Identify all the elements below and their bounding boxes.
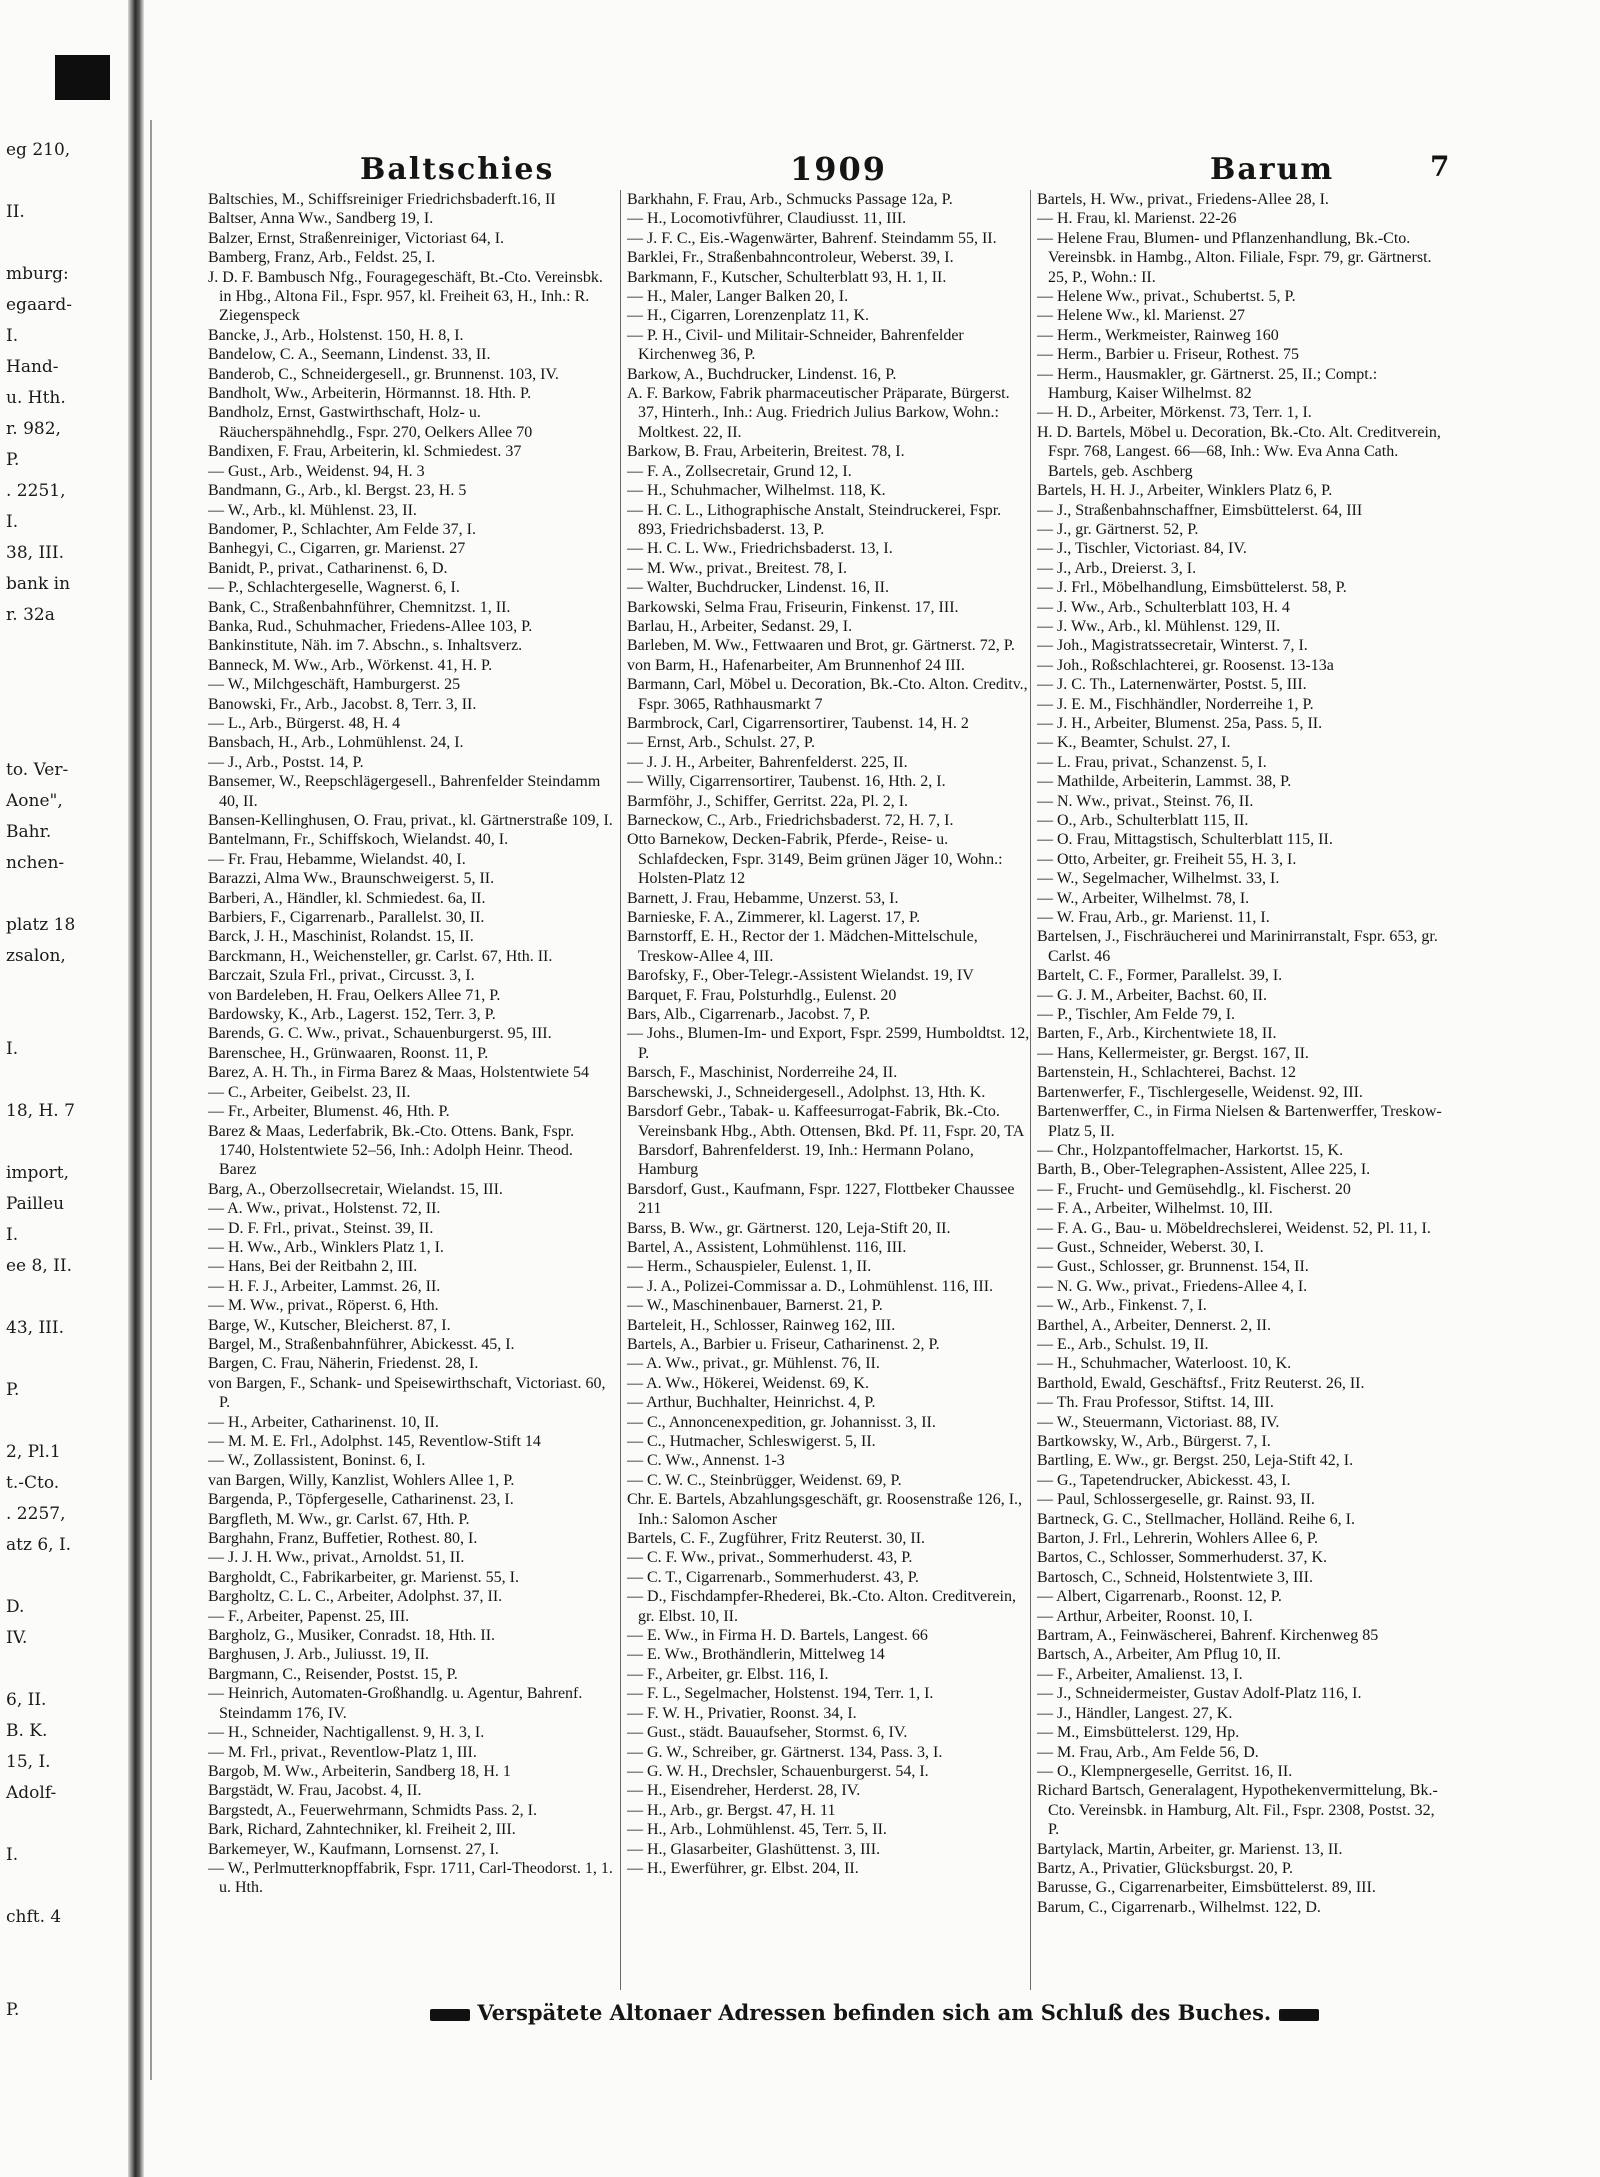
previous-page-fragment: 2, Pl.1 bbox=[6, 1442, 61, 1462]
directory-entry: Bark, Richard, Zahntechniker, kl. Freiheit 2, III. bbox=[208, 1821, 516, 1839]
directory-entry: Barusse, G., Cigarrenarbeiter, Eimsbüttelerst. 89, III. bbox=[1037, 1879, 1376, 1897]
directory-entry: Barkmann, F., Kutscher, Schulterblatt 93, H. 1, II. bbox=[627, 268, 947, 286]
directory-entry: Bartos, C., Schlosser, Sommerhuderst. 37, K. bbox=[1037, 1549, 1328, 1567]
directory-entry: — F. A. G., Bau- u. Möbeldrechslerei, Weidenst. 52, Pl. 11, I. bbox=[1037, 1219, 1431, 1237]
directory-entry: Barklei, Fr., Straßenbahncontroleur, Weberst. 39, I. bbox=[627, 249, 954, 267]
directory-entry: Barkemeyer, W., Kaufmann, Lornsenst. 27, I. bbox=[208, 1840, 499, 1858]
directory-entry: — J. Ww., Arb., kl. Mühlenst. 129, II. bbox=[1037, 617, 1281, 635]
directory-entry: — F., Arbeiter, Amalienst. 13, I. bbox=[1037, 1665, 1243, 1683]
directory-entry: — H. F. J., Arbeiter, Lammst. 26, II. bbox=[208, 1277, 441, 1295]
directory-entry: Barmbrock, Carl, Cigarrensortirer, Taubenst. 14, H. 2 bbox=[627, 714, 969, 732]
directory-entry: — W. Frau, Arb., gr. Marienst. 11, I. bbox=[1037, 909, 1270, 927]
directory-entry: — Arthur, Buchhalter, Heinrichst. 4, P. bbox=[627, 1394, 876, 1412]
directory-entry: Bartling, E. Ww., gr. Bergst. 250, Leja-Stift 42, I. bbox=[1037, 1452, 1354, 1470]
directory-entry: Banka, Rud., Schuhmacher, Friedens-Allee 103, P. bbox=[208, 617, 533, 635]
directory-entry: — Willy, Cigarrensortirer, Taubenst. 16, Hth. 2, I. bbox=[627, 773, 946, 791]
directory-entry: Bandholt, Ww., Arbeiterin, Hörmannst. 18. Hth. P. bbox=[208, 385, 532, 403]
directory-entry: Barkow, B. Frau, Arbeiterin, Breitest. 78, I. bbox=[627, 443, 905, 461]
directory-entry: — K., Beamter, Schulst. 27, I. bbox=[1037, 734, 1231, 752]
directory-entry: Bargholdt, C., Fabrikarbeiter, gr. Marienst. 55, I. bbox=[208, 1568, 520, 1586]
directory-entry: Barghusen, J. Arb., Juliusst. 19, II. bbox=[208, 1646, 430, 1664]
directory-entry: A. F. Barkow, Fabrik pharmaceutischer Präparate, Bürgerst. 37, Hinterh., Inh.: Aug. Friedrich Julius Barkow, Wohn.: Moltkest. 22, II. bbox=[627, 385, 1010, 441]
directory-entry: — Gust., Schneider, Weberst. 30, I. bbox=[1037, 1238, 1264, 1256]
scan-black-bar bbox=[55, 55, 110, 100]
directory-entry: Bargob, M. Ww., Arbeiterin, Sandberg 18, H. 1 bbox=[208, 1762, 511, 1780]
directory-entry: Bartels, H. H. J., Arbeiter, Winklers Platz 6, P. bbox=[1037, 482, 1333, 500]
directory-entry: — Fr., Arbeiter, Blumenst. 46, Hth. P. bbox=[208, 1103, 450, 1121]
directory-entry: — F. W. H., Privatier, Roonst. 34, I. bbox=[627, 1704, 857, 1722]
directory-entry: — F., Frucht- und Gemüsehdlg., kl. Fischerst. 20 bbox=[1037, 1180, 1351, 1198]
previous-page-fragment: I. bbox=[6, 326, 19, 346]
previous-page-fragment: B. K. bbox=[6, 1721, 48, 1741]
directory-entry: von Bargen, F., Schank- und Speisewirthschaft, Victoriast. 60, P. bbox=[208, 1374, 606, 1412]
page-number: 7 bbox=[1430, 150, 1450, 183]
directory-entry: Banowski, Fr., Arb., Jacobst. 8, Terr. 3, II. bbox=[208, 695, 477, 713]
previous-page-fragment: 15, I. bbox=[6, 1752, 51, 1772]
directory-entry: — Heinrich, Automaten-Großhandlg. u. Agentur, Bahrenf. Steindamm 176, IV. bbox=[208, 1685, 583, 1722]
directory-entry: Barazzi, Alma Ww., Braunschweigerst. 5, II. bbox=[208, 870, 495, 888]
directory-entry: Bamberg, Franz, Arb., Feldst. 25, I. bbox=[208, 249, 436, 267]
directory-entry: — J. H., Arbeiter, Blumenst. 25a, Pass. 5, II. bbox=[1037, 714, 1323, 732]
directory-entry: — L., Arb., Bürgerst. 48, H. 4 bbox=[208, 714, 401, 732]
directory-entry: Barthel, A., Arbeiter, Dennerst. 2, II. bbox=[1037, 1316, 1271, 1334]
directory-entry: — J. J. H., Arbeiter, Bahrenfelderst. 225, II. bbox=[627, 753, 908, 771]
directory-entry: — G. J. M., Arbeiter, Bachst. 60, II. bbox=[1037, 986, 1267, 1004]
directory-entry: Bartenstein, H., Schlachterei, Bachst. 12 bbox=[1037, 1064, 1297, 1082]
directory-entry: — A. Ww., privat., gr. Mühlenst. 76, II. bbox=[627, 1355, 880, 1373]
directory-entry: Barczait, Szula Frl., privat., Circusst. 3, I. bbox=[208, 967, 475, 985]
directory-entry: — F. L., Segelmacher, Holstenst. 194, Terr. 1, I. bbox=[627, 1685, 934, 1703]
directory-entry: — M. Frau, Arb., Am Felde 56, D. bbox=[1037, 1743, 1259, 1761]
directory-entry: — J., Händler, Langest. 27, K. bbox=[1037, 1704, 1233, 1722]
directory-entry: — P. H., Civil- und Militair-Schneider, Bahrenfelder Kirchenweg 36, P. bbox=[627, 326, 964, 364]
header-year: 1909 bbox=[790, 150, 888, 188]
directory-entry: Baltschies, M., Schiffsreiniger Friedrichsbaderft.16, II bbox=[208, 191, 556, 208]
directory-entry: Bandholz, Ernst, Gastwirthschaft, Holz- u. Räucherspähnehdlg., Fspr. 270, Oelkers Allee 70 bbox=[208, 404, 533, 441]
directory-entry: Barckmann, H., Weichensteller, gr. Carlst. 67, Hth. II. bbox=[208, 947, 553, 965]
directory-entry: Barton, J. Frl., Lehrerin, Wohlers Allee 6, P. bbox=[1037, 1530, 1319, 1548]
directory-entry: — M. Frl., privat., Reventlow-Platz 1, III. bbox=[208, 1743, 477, 1761]
directory-entry: — J., Arb., Dreierst. 3, I. bbox=[1037, 559, 1197, 577]
directory-entry: Barnieske, F. A., Zimmerer, kl. Lagerst. 17, P. bbox=[627, 909, 921, 927]
previous-page-fragment: nchen- bbox=[6, 853, 65, 873]
directory-entry: — J., gr. Gärtnerst. 52, P. bbox=[1037, 520, 1199, 538]
directory-entry: — C. W. C., Steinbrügger, Weidenst. 69, P. bbox=[627, 1471, 902, 1489]
directory-entry: Bansemer, W., Reepschlägergesell., Bahrenfelder Steindamm 40, II. bbox=[208, 773, 601, 810]
directory-entry: Baltser, Anna Ww., Sandberg 19, I. bbox=[208, 210, 434, 228]
directory-entry: Barez & Maas, Lederfabrik, Bk.-Cto. Ottens. Bank, Fspr. 1740, Holstentwiete 52–56, Inh.: Adolph Heinr. Theod. Barez bbox=[208, 1122, 575, 1179]
directory-entry: Barlau, H., Arbeiter, Sedanst. 29, I. bbox=[627, 617, 853, 635]
previous-page-fragment: 38, III. bbox=[6, 543, 64, 563]
directory-entry: — D. F. Frl., privat., Steinst. 39, II. bbox=[208, 1219, 434, 1237]
previous-page-fragment: r. 32a bbox=[6, 605, 55, 625]
directory-entry: — Herm., Barbier u. Friseur, Rothest. 75 bbox=[1037, 346, 1299, 364]
directory-entry: — C., Arbeiter, Geibelst. 23, II. bbox=[208, 1083, 411, 1101]
directory-entry: — H. D., Arbeiter, Mörkenst. 73, Terr. 1, I. bbox=[1037, 404, 1312, 422]
directory-entry: — H., Arb., Lohmühlenst. 45, Terr. 5, II. bbox=[627, 1821, 887, 1839]
directory-entry: — J., Arb., Postst. 14, P. bbox=[208, 753, 364, 771]
previous-page-fragment: r. 982, bbox=[6, 419, 61, 439]
directory-entry: Bartelt, C. F., Former, Parallelst. 39, I. bbox=[1037, 967, 1283, 985]
directory-entry: — M. Ww., privat., Breitest. 78, I. bbox=[627, 559, 847, 577]
directory-entry: — Chr., Holzpantoffelmacher, Harkortst. 15, K. bbox=[1037, 1141, 1344, 1159]
previous-page-fragment: to. Ver- bbox=[6, 760, 69, 780]
directory-entry: Barsch, F., Maschinist, Norderreihe 24, II. bbox=[627, 1064, 898, 1082]
directory-entry: — H., Arbeiter, Catharinenst. 10, II. bbox=[208, 1413, 439, 1431]
directory-entry: Barghahn, Franz, Buffetier, Rothest. 80, I. bbox=[208, 1530, 478, 1548]
directory-entry: — Paul, Schlossergeselle, gr. Rainst. 93, II. bbox=[1037, 1491, 1315, 1509]
directory-entry: Bandelow, C. A., Seemann, Lindenst. 33, II. bbox=[208, 346, 491, 364]
directory-entry: Bartram, A., Feinwäscherei, Bahrenf. Kirchenweg 85 bbox=[1037, 1627, 1379, 1645]
directory-entry: — E. Ww., Brothändlerin, Mittelweg 14 bbox=[627, 1646, 885, 1664]
directory-entry: — Helene Ww., privat., Schubertst. 5, P. bbox=[1037, 288, 1296, 306]
previous-page-fragment: platz 18 bbox=[6, 915, 76, 935]
directory-entry: Barkow, A., Buchdrucker, Lindenst. 16, P. bbox=[627, 365, 897, 383]
previous-page-fragment: eg 210, bbox=[6, 140, 71, 160]
previous-page-fragment: 18, H. 7 bbox=[6, 1101, 75, 1121]
directory-entry: Barez, A. H. Th., in Firma Barez & Maas, Holstentwiete 54 bbox=[208, 1064, 589, 1082]
directory-entry: Barteleit, H., Schlosser, Rainweg 162, III. bbox=[627, 1316, 896, 1334]
directory-entry: — H. Frau, kl. Marienst. 22-26 bbox=[1037, 210, 1237, 228]
directory-entry: Bantelmann, Fr., Schiffskoch, Wielandst. 40, I. bbox=[208, 831, 509, 849]
directory-entry: Bargholtz, C. L. C., Arbeiter, Adolphst. 37, II. bbox=[208, 1588, 503, 1606]
directory-entry: — J., Tischler, Victoriast. 84, IV. bbox=[1037, 540, 1247, 558]
previous-page-fragment: t.-Cto. bbox=[6, 1473, 60, 1493]
directory-entry: — H., Locomotivführer, Claudiusst. 11, III. bbox=[627, 210, 907, 228]
previous-page-fragment: import, bbox=[6, 1163, 70, 1183]
previous-page-strip bbox=[0, 140, 128, 2120]
directory-entry: H. D. Bartels, Möbel u. Decoration, Bk.-Cto. Alt. Creditverein, Fspr. 768, Langest. 66—68, Inh.: Ww. Eva Anna Cath. Bartels, geb. Aschberg bbox=[1037, 423, 1441, 480]
directory-entry: — Herm., Schauspieler, Eulenst. 1, II. bbox=[627, 1258, 872, 1276]
directory-entry: Bank, C., Straßenbahnführer, Chemnitzst. 1, II. bbox=[208, 598, 511, 616]
directory-entry: — Gust., Arb., Weidenst. 94, H. 3 bbox=[208, 462, 425, 480]
previous-page-fragment: P. bbox=[6, 1380, 20, 1400]
directory-entry: — Gust., Schlosser, gr. Brunnenst. 154, II. bbox=[1037, 1258, 1309, 1276]
directory-entry: — Gust., städt. Bauaufseher, Stormst. 6, IV. bbox=[627, 1724, 908, 1742]
directory-entry: — C., Hutmacher, Schleswigerst. 5, II. bbox=[627, 1433, 876, 1450]
directory-entry: Bartelsen, J., Fischräucherei und Marinirranstalt, Fspr. 653, gr. Carlst. 46 bbox=[1037, 928, 1438, 965]
directory-entry: — H., Schuhmacher, Wilhelmst. 118, K. bbox=[627, 482, 886, 500]
directory-entry: — M. Ww., privat., Röperst. 6, Hth. bbox=[208, 1297, 439, 1315]
directory-entry: — W., Arbeiter, Wilhelmst. 78, I. bbox=[1037, 889, 1250, 907]
directory-entry: Barkhahn, F. Frau, Arb., Schmucks Passage 12a, P. bbox=[627, 191, 953, 208]
directory-entry: Barss, B. Ww., gr. Gärtnerst. 120, Leja-Stift 20, II. bbox=[627, 1219, 951, 1237]
directory-entry: — W., Arb., Finkenst. 7, I. bbox=[1037, 1297, 1207, 1315]
directory-entry: Bargholz, G., Musiker, Conradst. 18, Hth. II. bbox=[208, 1627, 496, 1645]
header-left-keyword: Baltschies bbox=[360, 152, 555, 187]
directory-entry: — C. F. Ww., privat., Sommerhuderst. 43, P. bbox=[627, 1549, 913, 1567]
directory-entry: — Joh., Magistratssecretair, Winterst. 7, I. bbox=[1037, 637, 1308, 655]
directory-entry: Bartosch, C., Schneid, Holstentwiete 3, III. bbox=[1037, 1568, 1313, 1586]
directory-entry: Barends, G. C. Ww., privat., Schauenburgerst. 95, III. bbox=[208, 1025, 552, 1043]
directory-entry: — Arthur, Arbeiter, Roonst. 10, I. bbox=[1037, 1607, 1253, 1625]
directory-entry: Barten, F., Arb., Kirchentwiete 18, II. bbox=[1037, 1025, 1277, 1043]
directory-entry: — J., Schneidermeister, Gustav Adolf-Platz 116, I. bbox=[1037, 1685, 1362, 1703]
previous-page-fragment: atz 6, I. bbox=[6, 1535, 72, 1555]
directory-entry: Barthold, Ewald, Geschäftsf., Fritz Reuterst. 26, II. bbox=[1037, 1374, 1365, 1392]
directory-entry: — H., Schneider, Nachtigallenst. 9, H. 3, I. bbox=[208, 1724, 485, 1742]
directory-entry: — N. Ww., privat., Steinst. 76, II. bbox=[1037, 792, 1254, 810]
directory-entry: Barnstorff, E. H., Rector der 1. Mädchen-Mittelschule, Treskow-Allee 4, III. bbox=[627, 928, 978, 965]
directory-entry: — Ernst, Arb., Schulst. 27, P. bbox=[627, 734, 816, 752]
directory-entry: Barmann, Carl, Möbel u. Decoration, Bk.-Cto. Alton. Creditv., Fspr. 3065, Rathhausmarkt 7 bbox=[627, 676, 1028, 713]
previous-page-fragment: Adolf- bbox=[6, 1783, 57, 1803]
directory-entry: Barge, W., Kutscher, Bleicherst. 87, I. bbox=[208, 1316, 451, 1334]
directory-entry: — Mathilde, Arbeiterin, Lammst. 38, P. bbox=[1037, 773, 1292, 791]
directory-entry: — P., Schlachtergeselle, Wagnerst. 6, I. bbox=[208, 579, 460, 597]
directory-entry: Chr. E. Bartels, Abzahlungsgeschäft, gr. Roosenstraße 126, I., Inh.: Salomon Ascher bbox=[627, 1491, 1023, 1528]
directory-entry: Barg, A., Oberzollsecretair, Wielandst. 15, III. bbox=[208, 1180, 503, 1198]
directory-entry: Barquet, F. Frau, Polsturhdlg., Eulenst. 20 bbox=[627, 986, 897, 1004]
directory-entry: Bargenda, P., Töpfergeselle, Catharinenst. 23, I. bbox=[208, 1491, 514, 1509]
directory-entry: J. D. F. Bambusch Nfg., Fouragegeschäft, Bt.-Cto. Vereinsbk. in Hbg., Altona Fil., Fspr. 957, kl. Freiheit 63, H., Inh.: R. Ziegenspeck bbox=[208, 268, 603, 325]
directory-entry: — G. W. H., Drechsler, Schauenburgerst. 54, I. bbox=[627, 1762, 929, 1780]
directory-entry: Barck, J. H., Maschinist, Rolandst. 15, II. bbox=[208, 928, 474, 946]
directory-entry: — A. Ww., Hökerei, Weidenst. 69, K. bbox=[627, 1374, 869, 1392]
directory-entry: — Helene Ww., kl. Marienst. 27 bbox=[1037, 307, 1245, 325]
directory-entry: — G. W., Schreiber, gr. Gärtnerst. 134, Pass. 3, I. bbox=[627, 1743, 943, 1761]
directory-entry: — Fr. Frau, Hebamme, Wielandst. 40, I. bbox=[208, 850, 466, 868]
directory-entry: Barneckow, C., Arb., Friedrichsbaderst. 72, H. 7, I. bbox=[627, 812, 954, 829]
directory-entry: Bartels, C. F., Zugführer, Fritz Reuterst. 30, II. bbox=[627, 1530, 926, 1548]
directory-entry: — J. J. H. Ww., privat., Arnoldst. 51, II. bbox=[208, 1549, 465, 1567]
directory-entry: Balzer, Ernst, Straßenreiniger, Victoriast 64, I. bbox=[208, 229, 505, 247]
previous-page-fragment: Bahr. bbox=[6, 822, 52, 842]
previous-page-fragment: P. bbox=[6, 2000, 20, 2020]
previous-page-fragment: Aone", bbox=[6, 791, 63, 811]
previous-page-fragment: P. bbox=[6, 450, 20, 470]
directory-entry: Banderob, C., Schneidergesell., gr. Brunnenst. 103, IV. bbox=[208, 365, 559, 383]
previous-page-fragment: I. bbox=[6, 1225, 19, 1245]
directory-entry: — Herm., Werkmeister, Rainweg 160 bbox=[1037, 326, 1279, 344]
directory-entry: — C. T., Cigarrenarb., Sommerhuderst. 43, P. bbox=[627, 1568, 919, 1586]
previous-page-fragment: . 2251, bbox=[6, 481, 66, 501]
pointing-hand-icon bbox=[1279, 2009, 1319, 2021]
previous-page-fragment: Hand- bbox=[6, 357, 59, 377]
previous-page-fragment: I. bbox=[6, 1845, 19, 1865]
directory-entry: Bardowsky, K., Arb., Lagerst. 152, Terr. 3, P. bbox=[208, 1006, 496, 1024]
directory-entry: Barbiers, F., Cigarrenarb., Parallelst. 30, II. bbox=[208, 909, 485, 927]
directory-entry: Barleben, M. Ww., Fettwaaren und Brot, gr. Gärtnerst. 72, P. bbox=[627, 637, 1015, 655]
directory-entry: — O. Frau, Mittagstisch, Schulterblatt 115, II. bbox=[1037, 831, 1333, 849]
directory-entry: van Bargen, Willy, Kanzlist, Wohlers Allee 1, P. bbox=[208, 1471, 515, 1489]
directory-entry: — G., Tapetendrucker, Abickesst. 43, I. bbox=[1037, 1471, 1291, 1489]
directory-entry: Barschewski, J., Schneidergesell., Adolphst. 13, Hth. K. bbox=[627, 1083, 986, 1101]
directory-entry: Bargstedt, A., Feuerwehrmann, Schmidts Pass. 2, I. bbox=[208, 1801, 538, 1819]
directory-entry: — Hans, Kellermeister, gr. Bergst. 167, II. bbox=[1037, 1044, 1309, 1062]
directory-entry: Banidt, P., privat., Catharinenst. 6, D. bbox=[208, 559, 448, 577]
gutter-line bbox=[150, 120, 152, 2080]
directory-entry: Bartylack, Martin, Arbeiter, gr. Marienst. 13, II. bbox=[1037, 1840, 1343, 1858]
previous-page-fragment: I. bbox=[6, 1039, 19, 1059]
previous-page-fragment: bank in bbox=[6, 574, 71, 594]
directory-entry: — Johs., Blumen-Im- und Export, Fspr. 2599, Humboldtst. 12, P. bbox=[627, 1025, 1030, 1062]
directory-entry: — J. Ww., Arb., Schulterblatt 103, H. 4 bbox=[1037, 598, 1290, 616]
directory-entry: — W., Zollassistent, Boninst. 6, I. bbox=[208, 1452, 426, 1470]
previous-page-fragment: 6, II. bbox=[6, 1690, 47, 1710]
directory-entry: — F., Arbeiter, gr. Elbst. 116, I. bbox=[627, 1665, 829, 1683]
directory-entry: Otto Barnekow, Decken-Fabrik, Pferde-, Reise- u. Schlafdecken, Fspr. 3149, Beim grünen Jäger 10, Wohn.: Holsten-Platz 12 bbox=[627, 831, 1003, 888]
directory-entry: — F. A., Arbeiter, Wilhelmst. 10, III. bbox=[1037, 1200, 1273, 1218]
previous-page-fragment: . 2257, bbox=[6, 1504, 66, 1524]
directory-entry: Bansen-Kellinghusen, O. Frau, privat., kl. Gärtnerstraße 109, I. bbox=[208, 812, 613, 829]
previous-page-fragment: zsalon, bbox=[6, 946, 66, 966]
directory-entry: Bandomer, P., Schlachter, Am Felde 37, I. bbox=[208, 520, 477, 538]
directory-entry: Barmföhr, J., Schiffer, Gerritst. 22a, Pl. 2, I. bbox=[627, 792, 909, 810]
directory-column-3 bbox=[1037, 190, 1442, 1980]
previous-page-fragment: mburg: bbox=[6, 264, 69, 284]
previous-page-fragment: chft. 4 bbox=[6, 1907, 62, 1927]
previous-page-fragment: ee 8, II. bbox=[6, 1256, 72, 1276]
previous-page-fragment: I. bbox=[6, 512, 19, 532]
directory-entry: Richard Bartsch, Generalagent, Hypothekenvermittelung, Bk.-Cto. Vereinsbk. in Hamburg, Alt. Fil., Fspr. 2308, Postst. 32, P. bbox=[1037, 1782, 1438, 1839]
previous-page-fragment: egaard- bbox=[6, 295, 72, 315]
previous-page-fragment: IV. bbox=[6, 1628, 28, 1648]
directory-entry: — H., Maler, Langer Balken 20, I. bbox=[627, 288, 849, 306]
directory-entry: Bandmann, G., Arb., kl. Bergst. 23, H. 5 bbox=[208, 482, 467, 500]
directory-entry: — Hans, Bei der Reitbahn 2, III. bbox=[208, 1258, 418, 1276]
directory-entry: Bartenwerffer, C., in Firma Nielsen & Bartenwerffer, Treskow-Platz 5, II. bbox=[1037, 1103, 1442, 1140]
directory-entry: — Albert, Cigarrenarb., Roonst. 12, P. bbox=[1037, 1588, 1282, 1606]
directory-entry: Bartels, H. Ww., privat., Friedens-Allee 28, I. bbox=[1037, 191, 1329, 208]
directory-entry: — P., Tischler, Am Felde 79, I. bbox=[1037, 1006, 1236, 1024]
footer-text: Verspätete Altonaer Adressen befinden sich am Schluß des Buches. bbox=[477, 2000, 1272, 2025]
directory-entry: Bancke, J., Arb., Holstenst. 150, H. 8, I. bbox=[208, 326, 464, 344]
directory-entry: — H., Arb., gr. Bergst. 47, H. 11 bbox=[627, 1801, 836, 1819]
directory-entry: — W., Maschinenbauer, Barnerst. 21, P. bbox=[627, 1297, 883, 1315]
directory-entry: — H., Ewerführer, gr. Elbst. 204, II. bbox=[627, 1859, 859, 1877]
directory-entry: — O., Klempnergeselle, Gerritst. 16, II. bbox=[1037, 1762, 1293, 1780]
directory-entry: Bartz, A., Privatier, Glücksburgst. 20, P. bbox=[1037, 1859, 1293, 1877]
directory-entry: Barberi, A., Händler, kl. Schmiedest. 6a, II. bbox=[208, 889, 486, 907]
directory-entry: — Th. Frau Professor, Stiftst. 14, III. bbox=[1037, 1394, 1274, 1412]
directory-entry: — L. Frau, privat., Schanzenst. 5, I. bbox=[1037, 753, 1267, 771]
directory-entry: Bartkowsky, W., Arb., Bürgerst. 7, I. bbox=[1037, 1433, 1271, 1450]
directory-entry: — F., Arbeiter, Papenst. 25, III. bbox=[208, 1607, 410, 1625]
directory-entry: — E. Ww., in Firma H. D. Bartels, Langest. 66 bbox=[627, 1627, 928, 1645]
directory-entry: — H. C. L., Lithographische Anstalt, Steindruckerei, Fspr. 893, Friedrichsbaderst. 13, P. bbox=[627, 501, 1002, 538]
directory-entry: — H., Cigarren, Lorenzenplatz 11, K. bbox=[627, 307, 869, 325]
directory-entry: Bartenwerfer, F., Tischlergeselle, Weidenst. 92, III. bbox=[1037, 1083, 1363, 1101]
header-right-keyword: Barum bbox=[1210, 152, 1335, 187]
previous-page-fragment: Pailleu bbox=[6, 1194, 65, 1214]
directory-entry: — W., Milchgeschäft, Hamburgerst. 25 bbox=[208, 676, 461, 694]
column-rule bbox=[620, 190, 621, 1990]
book-gutter bbox=[128, 0, 144, 2177]
directory-entry: Bargmann, C., Reisender, Postst. 15, P. bbox=[208, 1665, 458, 1683]
directory-entry: Bargel, M., Straßenbahnführer, Abickesst. 45, I. bbox=[208, 1335, 515, 1353]
directory-entry: Bartels, A., Barbier u. Friseur, Catharinenst. 2, P. bbox=[627, 1335, 940, 1353]
directory-entry: — Herm., Hausmakler, gr. Gärtnerst. 25, II.; Compt.: Hamburg, Kaiser Wilhelmst. 82 bbox=[1037, 365, 1378, 403]
directory-entry: — W., Perlmutterknopffabrik, Fspr. 1711, Carl-Theodorst. 1, 1. u. Hth. bbox=[208, 1859, 613, 1897]
directory-column-1 bbox=[208, 190, 613, 1980]
directory-entry: Banhegyi, C., Cigarren, gr. Marienst. 27 bbox=[208, 540, 466, 558]
directory-column-2 bbox=[627, 190, 1032, 1980]
pointing-hand-icon bbox=[430, 2009, 470, 2021]
directory-entry: — W., Segelmacher, Wilhelmst. 33, I. bbox=[1037, 870, 1280, 888]
directory-entry: von Bardeleben, H. Frau, Oelkers Allee 71, P. bbox=[208, 986, 501, 1004]
directory-entry: Bartsch, A., Arbeiter, Am Pflug 10, II. bbox=[1037, 1646, 1281, 1664]
directory-entry: Bargfleth, M. Ww., gr. Carlst. 67, Hth. P. bbox=[208, 1510, 470, 1528]
directory-entry: Bargen, C. Frau, Näherin, Friedenst. 28, I. bbox=[208, 1355, 479, 1373]
directory-entry: — W., Steuermann, Victoriast. 88, IV. bbox=[1037, 1413, 1280, 1431]
directory-entry: Bandixen, F. Frau, Arbeiterin, kl. Schmiedest. 37 bbox=[208, 443, 522, 461]
directory-entry: — J., Straßenbahnschaffner, Eimsbüttelerst. 64, III bbox=[1037, 501, 1363, 519]
directory-entry: — C., Annoncenexpedition, gr. Johannisst. 3, II. bbox=[627, 1413, 936, 1431]
directory-entry: Barkowski, Selma Frau, Friseurin, Finkenst. 17, III. bbox=[627, 598, 959, 616]
directory-entry: — J. C. Th., Laternenwärter, Postst. 5, III. bbox=[1037, 676, 1307, 694]
directory-entry: — N. G. Ww., privat., Friedens-Allee 4, I. bbox=[1037, 1277, 1308, 1295]
directory-entry: Barenschee, H., Grünwaaren, Roonst. 11, P. bbox=[208, 1044, 489, 1062]
directory-entry: — H., Glasarbeiter, Glashüttenst. 3, III. bbox=[627, 1840, 881, 1858]
directory-entry: — Joh., Roßschlachterei, gr. Roosenst. 13-13a bbox=[1037, 656, 1334, 674]
directory-entry: — Otto, Arbeiter, gr. Freiheit 55, H. 3, I. bbox=[1037, 850, 1297, 868]
directory-entry: Bargstädt, W. Frau, Jacobst. 4, II. bbox=[208, 1782, 422, 1800]
directory-entry: — C. Ww., Annenst. 1-3 bbox=[627, 1452, 785, 1470]
directory-entry: Barofsky, F., Ober-Telegr.-Assistent Wielandst. 19, IV bbox=[627, 967, 974, 985]
directory-entry: — H. C. L. Ww., Friedrichsbaderst. 13, I. bbox=[627, 540, 893, 558]
previous-page-fragment: u. Hth. bbox=[6, 388, 66, 408]
directory-entry: — Helene Frau, Blumen- und Pflanzenhandlung, Bk.-Cto. Vereinsbk. in Hambg., Alton. Filiale, Fspr. 79, gr. Gärtnerst. 25, P., Wohn.: II. bbox=[1037, 229, 1432, 286]
directory-entry: — J. Frl., Möbelhandlung, Eimsbüttelerst. 58, P. bbox=[1037, 579, 1347, 597]
directory-entry: Banneck, M. Ww., Arb., Wörkenst. 41, H. P. bbox=[208, 656, 493, 674]
directory-entry: — O., Arb., Schulterblatt 115, II. bbox=[1037, 812, 1249, 829]
directory-entry: Bankinstitute, Näh. im 7. Abschn., s. Inhaltsverz. bbox=[208, 637, 523, 655]
directory-entry: — W., Arb., kl. Mühlenst. 23, II. bbox=[208, 501, 417, 519]
directory-entry: Barth, B., Ober-Telegraphen-Assistent, Allee 225, I. bbox=[1037, 1161, 1371, 1179]
directory-entry: — H., Eisendreher, Herderst. 28, IV. bbox=[627, 1782, 861, 1800]
running-header bbox=[200, 150, 1450, 190]
directory-entry: Bartneck, G. C., Stellmacher, Holländ. Reihe 6, I. bbox=[1037, 1510, 1355, 1528]
directory-entry: — J. E. M., Fischhändler, Norderreihe 1, P. bbox=[1037, 695, 1314, 713]
directory-entry: — J. A., Polizei-Commissar a. D., Lohmühlenst. 116, III. bbox=[627, 1277, 994, 1295]
directory-entry: — A. Ww., privat., Holstenst. 72, II. bbox=[208, 1200, 441, 1218]
directory-entry: Bartel, A., Assistent, Lohmühlenst. 116, III. bbox=[627, 1238, 907, 1256]
directory-entry: — J. F. C., Eis.-Wagenwärter, Bahrenf. Steindamm 55, II. bbox=[627, 229, 997, 247]
directory-entry: Bars, Alb., Cigarrenarb., Jacobst. 7, P. bbox=[627, 1006, 871, 1024]
directory-entry: von Barm, H., Hafenarbeiter, Am Brunnenhof 24 III. bbox=[627, 656, 965, 674]
directory-entry: — D., Fischdampfer-Rhederei, Bk.-Cto. Alton. Creditverein, gr. Elbst. 10, II. bbox=[627, 1588, 1016, 1625]
directory-entry: — M. M. E. Frl., Adolphst. 145, Reventlow-Stift 14 bbox=[208, 1433, 541, 1450]
directory-entry: — M., Eimsbüttelerst. 129, Hp. bbox=[1037, 1724, 1240, 1742]
directory-entry: — H. Ww., Arb., Winklers Platz 1, I. bbox=[208, 1238, 444, 1256]
directory-entry: Barsdorf, Gust., Kaufmann, Fspr. 1227, Flottbeker Chaussee 211 bbox=[627, 1180, 1015, 1218]
directory-entry: — E., Arb., Schulst. 19, II. bbox=[1037, 1335, 1209, 1353]
previous-page-fragment: 43, III. bbox=[6, 1318, 64, 1338]
directory-entry: — H., Schuhmacher, Waterloost. 10, K. bbox=[1037, 1355, 1292, 1373]
footer-notice bbox=[430, 2000, 1272, 2025]
directory-entry: Bansbach, H., Arb., Lohmühlenst. 24, I. bbox=[208, 734, 464, 752]
directory-entry: Barsdorf Gebr., Tabak- u. Kaffeesurrogat-Fabrik, Bk.-Cto. Vereinsbank Hbg., Abth. Ottensen, Bkd. Pf. 11, Fspr. 20, TA Barsdorf, Bahrenfelderst. 19, Inh.: Hermann Polano, Hamburg bbox=[627, 1103, 1024, 1179]
directory-entry: — Walter, Buchdrucker, Lindenst. 16, II. bbox=[627, 579, 889, 597]
previous-page-fragment: D. bbox=[6, 1597, 25, 1617]
directory-entry: Barum, C., Cigarrenarb., Wilhelmst. 122, D. bbox=[1037, 1898, 1321, 1916]
previous-page-fragment: II. bbox=[6, 202, 25, 222]
directory-entry: — F. A., Zollsecretair, Grund 12, I. bbox=[627, 462, 852, 480]
directory-entry: Barnett, J. Frau, Hebamme, Unzerst. 53, I. bbox=[627, 889, 899, 907]
